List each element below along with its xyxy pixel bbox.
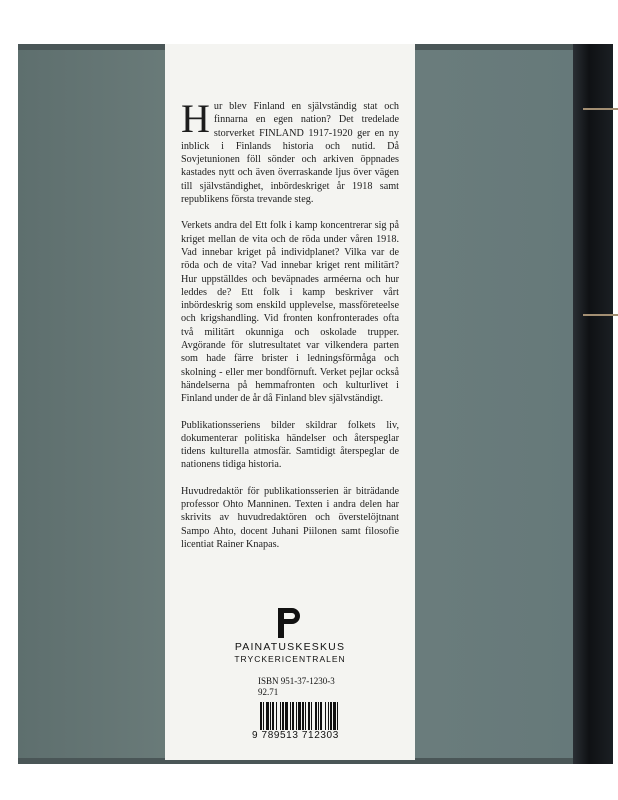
drop-cap: H [181, 96, 210, 141]
blurb-text [181, 96, 399, 564]
painatuskeskus-logo-icon [278, 608, 300, 638]
blurb-paragraph-2: Verkets andra del Ett folk i kamp koncentrerar sig på kriget mellan de vita och de röda under våren 1918. Vad innebar kriget på individplanet? Vilka var de röda och de vita? Vad innebar kriget rent militärt? Hur uppställdes och beväpnades arméerna och hur leddes de? Ett folk i kamp beskriver vårt inbördeskrig som enskild upplevelse, massföreteelse och krigshandling. Vid fronten konfronterades ofta två militärt okunniga och oskolade trupper. Avgörande för slutresultatet var vilkendera parten som hade färre brister i ledningsförmåga och skolning - eller mer bondförnuft. Verket pejlar också händelserna på hemmafronten och kulturlivet i Finland under de år då Finland blev självständigt. [181, 220, 399, 405]
publisher-name-swedish: TRYCKERICENTRALEN [234, 654, 346, 664]
barcode-number: 9 789513 712303 [252, 730, 339, 741]
blurb-paragraph-3: Publikationsseriens bilder skildrar folkets liv, dokumenterar politiska händelser och återspeglar tidens kulturella atmosfär. Samtidigt återspeglar de nationens tidiga historia. [181, 419, 399, 471]
spine-band-middle [583, 314, 618, 316]
isbn-code: 92.71 [258, 687, 279, 697]
blurb-paragraph-1-text: ur blev Finland en självständig stat och finnarna en egen nation? Det tredelade storverket FINLAND 1917-1920 ger en ny inblick i Finlands historia och nutid. Då Sovjetunionen föll sönder och arkiven öppnades kastades nytt och även överraskande ljus över vägen till självständighet, inbördeskriget år 1918 samt republikens första trevande steg. [181, 101, 399, 206]
blurb-paragraph-1 [181, 96, 399, 206]
blurb-paragraph-4: Huvudredaktör för publikationsserien är biträdande professor Ohto Manninen. Texten i andra delen har skrivits av huvudredaktören och överstelöjtnant Sampo Ahto, docent Juhani Piilonen samt filosofie licentiat Rainer Knapas. [181, 485, 399, 550]
barcode [260, 702, 360, 730]
isbn-number: ISBN 951-37-1230-3 [258, 676, 335, 686]
isbn-block [258, 676, 335, 698]
spine-band-top [583, 108, 618, 110]
publisher-name: PAINATUSKESKUS [234, 641, 346, 653]
book-spine [573, 44, 613, 764]
